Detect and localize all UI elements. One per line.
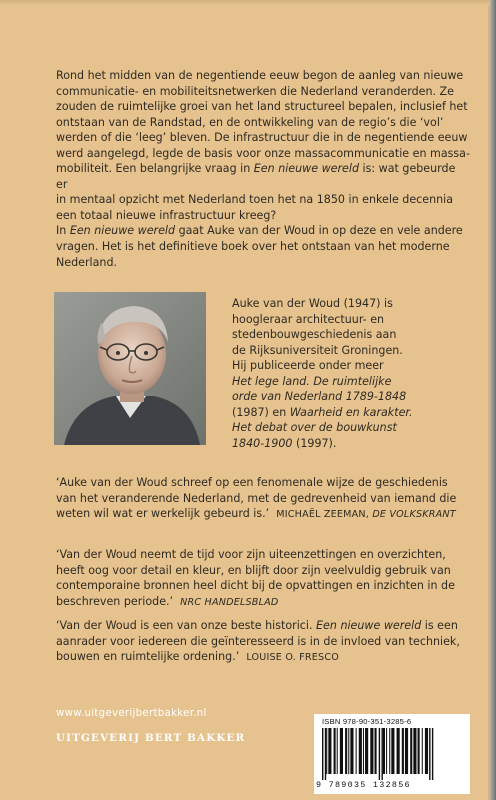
review-quote: ‘Van der Woud is een van onze beste historici. Een nieuwe wereld is een aanrader voor iedereen die geïnteresseerd is in de invloed van techniek, bouwen en ruimtelijke ordening.’ LOUISE O. FRESCO <box>56 619 460 664</box>
top-edge <box>0 0 490 6</box>
intro-paragraph-2: In Een nieuwe wereld gaat Auke van der Woud in op deze en vele andere vragen. Het is het definitieve boek over het ontstaan van het moderne Nederland. <box>56 224 463 269</box>
book-title: Een nieuwe wereld <box>69 224 176 238</box>
book-title: Het debat over de bouwkunst <box>232 421 397 434</box>
book-title: Het lege land. De ruimtelijke <box>232 374 392 388</box>
review-quote: ‘Van der Woud neemt de tijd voor zijn uiteenzettingen en overzichten, heeft oog voor detail en kleur, en blijft door zijn veelvuldig gebruik van contemporaine bronnen heel dicht bij de opvattingen en inzichten in de beschreven periode.’ NRC HANDELSBLAD <box>56 548 455 608</box>
quote-source: LOUISE O. FRESCO <box>246 652 339 664</box>
book-title: 1840-1900 <box>232 436 293 450</box>
barcode-bars <box>320 728 464 780</box>
isbn-barcode <box>314 714 470 794</box>
publisher-url[interactable]: www.uitgeverijbertbakker.nl <box>56 708 207 719</box>
intro-paragraph-1: Rond het midden van de negentiende eeuw begon de aanleg van nieuwe communicatie- en mobiliteitsnetwerken die Nederland veranderden. Ze zouden de ruimtelijke groei van het land structureel bepalen, inclusief het ontstaan van de Randstad, en de ontwikkeling van de regio’s die ‘vol’ werden of die ‘leeg’ bleven. De infrastructuur die in de negentiende eeuw werd aangelegd, legde de basis voor onze massacommunicatie en massa- mobiliteit. Een belangrijke vraag in Een nieuwe wereld is: wat gebeurde er in mentaal opzicht met Nederland toen het na 1850 in enkele decennia een totaal nieuwe infrastructuur kreeg? <box>56 69 470 222</box>
book-title: orde van Nederland 1789-1848 <box>232 390 407 403</box>
isbn-label: ISBN 978-90-351-3285-6 <box>322 717 412 726</box>
book-title: Een nieuwe wereld <box>316 619 422 632</box>
page-edge <box>490 0 496 800</box>
review-quote: ‘Auke van der Woud schreef op een fenomenale wijze de geschiedenis van het veranderende Nederland, met de gedrevenheid van iemand die weten wil wat er werkelijk gebeurd is.’ MICHAËL ZEEMAN, DE VOLKSKRANT <box>56 476 457 521</box>
quote-publication: DE VOLKSKRANT <box>372 509 456 521</box>
author-portrait <box>54 292 206 445</box>
author-photo <box>54 292 206 445</box>
intro-text <box>56 68 470 270</box>
book-title: Een nieuwe wereld <box>253 162 359 176</box>
author-bio: Auke van der Woud (1947) is hoogleraar architectuur- en stedenbouwgeschiedenis aan de Rijksuniversiteit Groningen. Hij publiceerde onder meer Het lege land. De ruimtelijke orde van Nederland 1789-1848 (1987) en Waarheid en karakter. Het debat over de bouwkunst 1840-1900 (1997). <box>232 297 413 450</box>
book-title: Waarheid en karakter. <box>289 405 413 419</box>
quote-source: MICHAËL ZEEMAN, <box>276 509 373 521</box>
barcode-number: 9 789035 132856 <box>316 780 411 790</box>
quote-publication: NRC HANDELSBLAD <box>180 596 279 608</box>
publisher-name: UITGEVERIJ BERT BAKKER <box>56 732 246 744</box>
